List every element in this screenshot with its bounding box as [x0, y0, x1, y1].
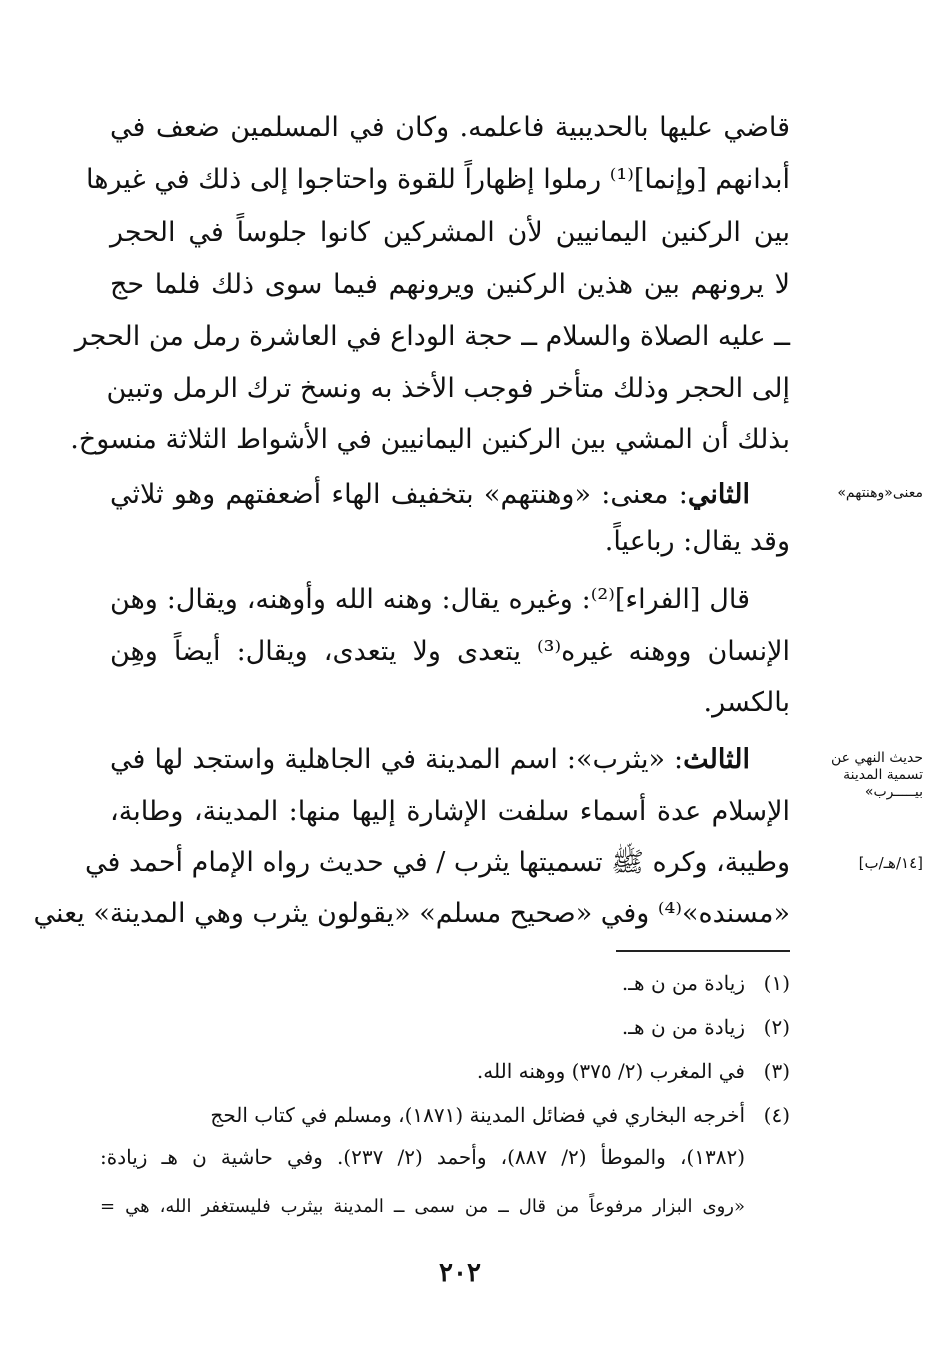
- margin-note-hadith-line-1: حديث النهي عن: [830, 750, 923, 766]
- section2-text: : معنى: «وهنتهم» بتخفيف الهاء أضعفتهم وهو ثلاثي: [110, 479, 688, 510]
- footnote-3: [100, 1056, 790, 1086]
- section3-line-2: الإنسان ووهنه غيره⁽³⁾ يتعدى ولا يتعدى، ويقال: أيضاً وهِن: [110, 636, 790, 667]
- footnote-1-number: (١): [763, 971, 790, 995]
- body-line-3: بين الركنين اليمانيين لأن المشركين كانوا جلوساً في الحجر: [110, 217, 790, 248]
- margin-note-hadith: [828, 750, 923, 801]
- footnote-3-number: (٣): [763, 1059, 790, 1083]
- footnote-4-cont-1: (١٣٨٢)، والموطأ (٢/ ٨٨٧)، وأحمد (٢/ ٢٣٧). وفي حاشية ن هـ زيادة:: [100, 1145, 745, 1169]
- footnote-1-text: زيادة من ن هـ.: [621, 971, 745, 995]
- margin-note-hadith-line-3: بيـــــرب»: [864, 784, 923, 800]
- footnote-separator: [616, 950, 790, 952]
- page-number: ٢٠٢: [439, 1258, 481, 1288]
- section2-line-1: [110, 475, 750, 515]
- footnote-2-number: (٢): [763, 1015, 790, 1039]
- footnote-4-cont-2: «روى البزار مرفوعاً من قال ــ من سمى ــ المدينة بيثرب فليستغفر الله، هي =: [100, 1196, 745, 1217]
- section2-lead: الثاني: [687, 479, 750, 510]
- body-line-4: لا يرونهم بين هذين الركنين ويرونهم فيما سوى ذلك فلما حج: [110, 269, 790, 300]
- footnote-1: [100, 968, 790, 998]
- footnote-2-text: زيادة من ن هـ.: [621, 1015, 745, 1039]
- section4-line-4: «مسنده»⁽⁴⁾ وفي «صحيح مسلم» «يقولون يثرب وهي المدينة» يعني: [33, 898, 790, 929]
- section4-line-3: وطيبة، وكره ﷺ تسميتها يثرب / في حديث رواه الإمام أحمد في: [85, 847, 790, 878]
- footnote-2: [100, 1012, 790, 1042]
- footnote-3-text: في المغرب (٢/ ٣٧٥) ووهنه الله.: [476, 1059, 745, 1083]
- body-line-7: بذلك أن المشي بين الركنين اليمانيين في الأشواط الثلاثة منسوخ.: [70, 424, 790, 455]
- margin-note-hadith-line-2: تسمية المدينة: [843, 767, 923, 783]
- footnote-4-number: (٤): [763, 1103, 790, 1127]
- footnote-4-text: أخرجه البخاري في فضائل المدينة (١٨٧١)، ومسلم في كتاب الحج: [210, 1103, 745, 1127]
- body-line-1: قاضي عليها بالحديبية فاعلمه. وكان في المسلمين ضعف في: [110, 112, 790, 143]
- section3-line-1: قال [الفراء]⁽²⁾: وغيره يقال: وهنه الله وأوهنه، ويقال: وهن: [110, 584, 750, 615]
- section4-line-2: الإسلام عدة أسماء سلفت الإشارة إليها منها: المدينة، وطابة،: [110, 796, 790, 827]
- section4-lead: الثالث: [683, 744, 750, 775]
- section3-line-3: بالكسر.: [703, 687, 790, 718]
- section2-line-2: وقد يقال: رباعياً.: [604, 526, 790, 557]
- section4-line-1: [110, 740, 750, 780]
- folio-marker: [١٤/هـ/ب]: [858, 854, 923, 872]
- margin-note-meaning: معنى«وهنتهم»: [837, 485, 923, 501]
- body-line-2: أبدانهم [وإنما]⁽¹⁾ رملوا إظهاراً للقوة واحتاجوا إلى ذلك في غيرها: [86, 164, 790, 195]
- body-line-6: إلى الحجر وذلك متأخر فوجب الأخذ به ونسخ ترك الرمل وتبين: [106, 373, 790, 404]
- footnote-4: [100, 1100, 790, 1130]
- section4-text: : «يثرب»: اسم المدينة في الجاهلية واستجد لها في: [110, 744, 684, 775]
- body-line-5: ــ عليه الصلاة والسلام ــ حجة الوداع في العاشرة رمل من الحجر: [74, 321, 790, 352]
